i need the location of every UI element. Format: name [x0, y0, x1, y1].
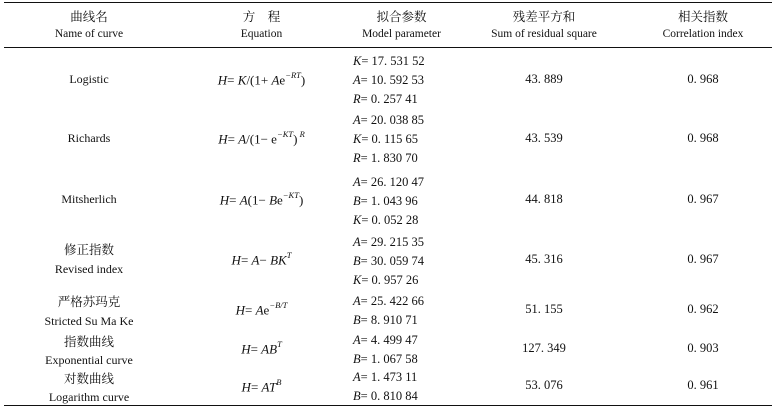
- params-logarithm-curve: [349, 368, 454, 406]
- curve-name-en: Logistic: [69, 72, 109, 86]
- ci-value: 0. 961: [687, 378, 719, 392]
- param-line: B= 1. 043 96: [353, 194, 418, 208]
- header-param-en: Model parameter: [362, 28, 441, 40]
- row-richards-name: [4, 131, 174, 146]
- curve-name-zh: 对数曲线: [63, 371, 114, 386]
- row-mitsherlich-name: [4, 192, 174, 207]
- header-rss-en: Sum of residual square: [491, 28, 597, 40]
- params-logistic: [349, 52, 454, 109]
- param-line: K= 0. 052 28: [353, 213, 419, 227]
- header-model-parameter: [349, 7, 454, 40]
- row-stricted-su-ma-ke-name: [4, 292, 174, 329]
- params-stricted-su-ma-ke: [349, 292, 454, 330]
- row-logarithm-curve-name: [4, 369, 174, 405]
- rss-value: 51. 155: [525, 302, 563, 316]
- row-logistic-name: [4, 72, 174, 87]
- param-line: A= 25. 422 66: [353, 294, 424, 308]
- equation-stricted-su-ma-ke: $H= Ae^{-B/T}$: [235, 300, 288, 318]
- params-revised-index: [349, 233, 454, 290]
- equation-logistic: $H= K/(1+ Ae^{-RT})$: [217, 70, 306, 88]
- rss-value: 44. 818: [525, 192, 563, 206]
- param-line: A= 4. 499 47: [353, 333, 418, 347]
- curve-name-zh: 严格苏玛克: [57, 294, 121, 309]
- header-residual-square: [454, 7, 634, 40]
- param-line: R= 1. 830 70: [353, 151, 418, 165]
- header-ci-en: Correlation index: [662, 28, 744, 40]
- curve-name-en: Revised index: [54, 262, 124, 276]
- rss-value: 43. 539: [525, 131, 563, 145]
- header-param-zh: 拟合参数: [376, 9, 427, 24]
- param-line: A= 26. 120 47: [353, 175, 424, 189]
- param-line: K= 0. 957 26: [353, 273, 419, 287]
- equation-logarithm-curve: $H= AT^B$: [241, 377, 282, 395]
- header-name-zh: 曲线名: [70, 9, 108, 24]
- equation-richards: $H= A/(1- e^{-KT})$ $^R$: [218, 129, 305, 147]
- header-name-en: Name of curve: [54, 28, 124, 40]
- curve-name-en: Exponential curve: [45, 353, 133, 367]
- rss-value: 43. 889: [525, 72, 563, 86]
- curve-name-en: Logarithm curve: [48, 390, 130, 404]
- param-line: B= 1. 067 58: [353, 352, 418, 366]
- param-line: A= 29. 215 35: [353, 235, 424, 249]
- header-equation-en: Equation: [240, 28, 283, 40]
- params-exponential-curve: [349, 331, 454, 369]
- param-line: A= 1. 473 11: [353, 370, 418, 384]
- rss-value: 53. 076: [525, 378, 563, 392]
- param-line: B= 8. 910 71: [353, 313, 418, 327]
- curve-name-zh: 指数曲线: [63, 334, 114, 349]
- param-line: R= 0. 257 41: [353, 92, 418, 106]
- param-line: A= 10. 592 53: [353, 73, 424, 87]
- header-equation-zh: 方 程: [242, 9, 281, 24]
- param-line: K= 0. 115 65: [353, 132, 418, 146]
- ci-value: 0. 962: [687, 302, 719, 316]
- ci-value: 0. 968: [687, 131, 719, 145]
- rss-value: 127. 349: [522, 341, 566, 355]
- params-richards: [349, 111, 454, 168]
- table-header-rule: [4, 47, 772, 48]
- equation-exponential-curve: $H= AB^T$: [241, 339, 282, 357]
- ci-value: 0. 903: [687, 341, 719, 355]
- curve-name-en: Mitsherlich: [61, 192, 117, 206]
- row-revised-index-name: [4, 240, 174, 277]
- header-correlation-index: [634, 7, 772, 40]
- ci-value: 0. 968: [687, 72, 719, 86]
- equation-mitsherlich: $H= A(1- Be^{-KT})$: [219, 190, 304, 208]
- curve-name-en: Stricted Su Ma Ke: [44, 314, 134, 328]
- header-ci-zh: 相关指数: [677, 9, 728, 24]
- params-mitsherlich: [349, 173, 454, 230]
- param-line: B= 0. 810 84: [353, 389, 418, 403]
- curve-name-zh: 修正指数: [63, 242, 114, 257]
- param-line: B= 30. 059 74: [353, 254, 424, 268]
- rss-value: 45. 316: [525, 252, 563, 266]
- table-top-rule: [4, 2, 772, 3]
- equation-revised-index: $H= A- BK^T$: [231, 250, 292, 268]
- header-name-of-curve: [4, 7, 174, 40]
- header-equation: [174, 7, 349, 40]
- param-line: A= 20. 038 85: [353, 113, 424, 127]
- curve-name-en: Richards: [67, 131, 111, 145]
- param-line: K= 17. 531 52: [353, 54, 425, 68]
- header-rss-zh: 残差平方和: [512, 9, 576, 24]
- ci-value: 0. 967: [687, 252, 719, 266]
- row-exponential-curve-name: [4, 332, 174, 368]
- ci-value: 0. 967: [687, 192, 719, 206]
